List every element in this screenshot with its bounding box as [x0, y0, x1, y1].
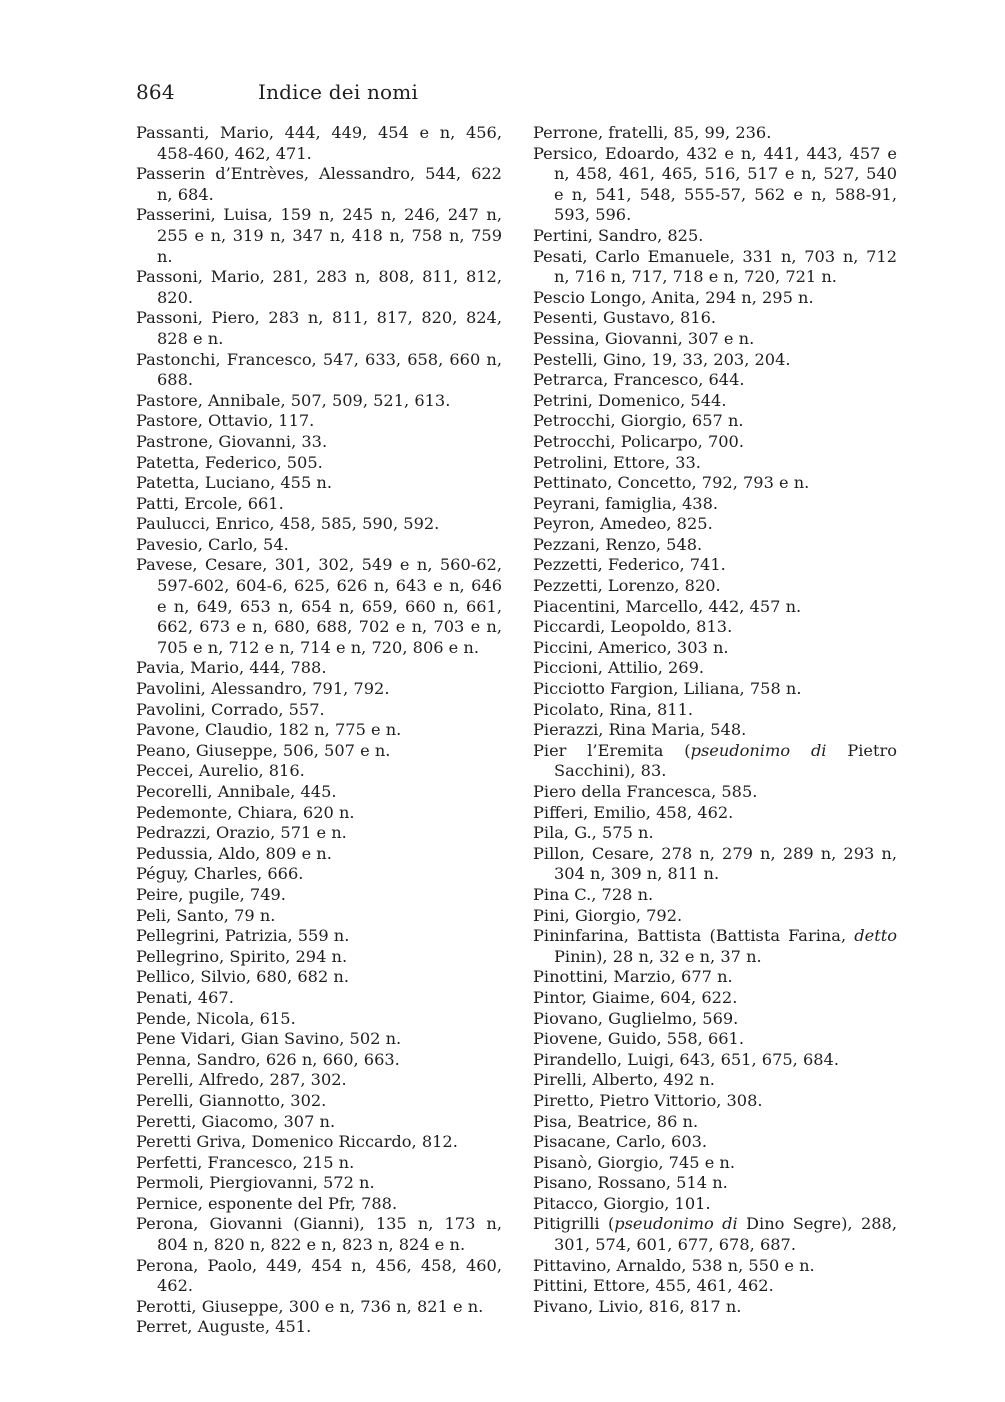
index-entry: Pezzani, Renzo, 548.	[533, 534, 703, 554]
index-entry: Peire, pugile, 749.	[136, 884, 286, 904]
running-header	[136, 80, 418, 104]
index-entry: Piovene, Guido, 558, 661.	[533, 1029, 744, 1049]
index-entry: Picolato, Rina, 811.	[533, 699, 694, 719]
index-entry: Perona, Giovanni (Gianni), 135 n, 173 n, 804 n, 820 n, 822 e n, 823 n, 824 e n.	[136, 1214, 502, 1255]
index-entry: Petrini, Domenico, 544.	[533, 390, 727, 410]
index-entry: Pifferi, Emilio, 458, 462.	[533, 802, 734, 822]
index-entry: Pitacco, Giorgio, 101.	[533, 1193, 711, 1213]
index-entry: Patetta, Luciano, 455 n.	[136, 473, 332, 493]
index-entry: Pavolini, Corrado, 557.	[136, 699, 325, 719]
index-entry: Pittini, Ettore, 455, 461, 462.	[533, 1276, 774, 1296]
index-entry: Piccioni, Attilio, 269.	[533, 658, 705, 678]
italic-phrase: detto	[854, 926, 897, 946]
index-entry: Pierazzi, Rina Maria, 548.	[533, 720, 747, 740]
index-entry: Pavesio, Carlo, 54.	[136, 534, 289, 554]
index-entry: Pirandello, Luigi, 643, 651, 675, 684.	[533, 1049, 840, 1069]
index-entry: Pittavino, Arnaldo, 538 n, 550 e n.	[533, 1255, 815, 1275]
index-entry: Petrocchi, Policarpo, 700.	[533, 431, 744, 451]
index-entry: Pertini, Sandro, 825.	[533, 225, 704, 245]
index-entry: Pavese, Cesare, 301, 302, 549 e n, 560-62, 597-602, 604-6, 625, 626 n, 643 e n, 646 e n, 649, 653 n, 654 n, 659, 660 n, 661, 662, 673 e n, 680, 688, 702 e n, 703 e n, 705 e n, 712 e n, 714 e n, 720, 806 e n.	[136, 555, 502, 657]
index-entry: Passerini, Luisa, 159 n, 245 n, 246, 247 n, 255 e n, 319 n, 347 n, 418 n, 758 n, 759 n.	[136, 205, 502, 266]
index-entry: Pavolini, Alessandro, 791, 792.	[136, 679, 390, 699]
index-entry: Pillon, Cesare, 278 n, 279 n, 289 n, 293 n, 304 n, 309 n, 811 n.	[533, 843, 897, 884]
index-entry: Picciotto Fargion, Liliana, 758 n.	[533, 679, 802, 699]
index-entry: Petrolini, Ettore, 33.	[533, 452, 701, 472]
index-entry: Pinottini, Marzio, 677 n.	[533, 967, 733, 987]
index-column-left	[136, 123, 502, 1338]
index-entry: Pirelli, Alberto, 492 n.	[533, 1070, 715, 1090]
index-entry: Pescio Longo, Anita, 294 n, 295 n.	[533, 287, 814, 307]
index-entry: Pastrone, Giovanni, 33.	[136, 431, 328, 451]
index-entry: Pessina, Giovanni, 307 e n.	[533, 328, 755, 348]
index-entry: Peccei, Aurelio, 816.	[136, 761, 305, 781]
index-entry: Pila, G., 575 n.	[533, 823, 654, 843]
index-entry: Pedemonte, Chiara, 620 n.	[136, 802, 355, 822]
index-entry: Pecorelli, Annibale, 445.	[136, 782, 337, 801]
index-entry: Peretti, Giacomo, 307 n.	[136, 1111, 336, 1131]
index-entry: Piccini, Americo, 303 n.	[533, 637, 729, 657]
index-entry: Piero della Francesca, 585.	[533, 782, 758, 801]
index-entry: Perelli, Giannotto, 302.	[136, 1090, 327, 1110]
index-entry: Patetta, Federico, 505.	[136, 452, 323, 472]
index-entry: Perret, Auguste, 451.	[136, 1317, 312, 1337]
index-entry: Pitigrilli (pseudonimo di Dino Segre), 288, 301, 574, 601, 677, 678, 687.	[533, 1214, 897, 1255]
index-entry: Pini, Giorgio, 792.	[533, 905, 683, 925]
index-entry: Pezzetti, Federico, 741.	[533, 555, 726, 575]
index-entry: Piretto, Pietro Vittorio, 308.	[533, 1090, 763, 1110]
index-entry: Penati, 467.	[136, 987, 234, 1007]
italic-phrase: pseudonimo di	[614, 1214, 738, 1234]
index-entry: Permoli, Piergiovanni, 572 n.	[136, 1173, 375, 1193]
index-entry: Piovano, Guglielmo, 569.	[533, 1008, 739, 1028]
index-entry: Patti, Ercole, 661.	[136, 493, 284, 513]
index-entry: Pellegrini, Patrizia, 559 n.	[136, 926, 350, 946]
index-entry: Pisanò, Giorgio, 745 e n.	[533, 1152, 735, 1172]
index-entry: Pisacane, Carlo, 603.	[533, 1132, 708, 1152]
index-entry: Peyrani, famiglia, 438.	[533, 493, 719, 513]
index-entry: Petrocchi, Giorgio, 657 n.	[533, 411, 744, 431]
index-entry: Perfetti, Francesco, 215 n.	[136, 1152, 355, 1172]
index-entry: Pavia, Mario, 444, 788.	[136, 658, 327, 678]
index-entry: Pier l’Eremita (pseudonimo di Pietro Sacchini), 83.	[533, 740, 897, 781]
index-entry: Pintor, Giaime, 604, 622.	[533, 987, 738, 1007]
index-entry: Peyron, Amedeo, 825.	[533, 514, 713, 534]
index-entry: Pellico, Silvio, 680, 682 n.	[136, 967, 349, 987]
index-entry: Pininfarina, Battista (Battista Farina, detto Pinin), 28 n, 32 e n, 37 n.	[533, 926, 897, 966]
index-entry: Petrarca, Francesco, 644.	[533, 370, 745, 390]
index-entry: Pettinato, Concetto, 792, 793 e n.	[533, 473, 810, 493]
index-entry: Peano, Giuseppe, 506, 507 e n.	[136, 740, 391, 760]
index-entry: Pavone, Claudio, 182 n, 775 e n.	[136, 720, 402, 740]
index-entry: Peli, Santo, 79 n.	[136, 905, 276, 925]
running-title: Indice dei nomi	[258, 80, 419, 104]
index-entry: Pastore, Annibale, 507, 509, 521, 613.	[136, 390, 451, 410]
index-entry: Passerin d’Entrèves, Alessandro, 544, 622 n, 684.	[136, 164, 502, 204]
index-entry: Perotti, Giuseppe, 300 e n, 736 n, 821 e n.	[136, 1296, 484, 1316]
index-entry: Pisano, Rossano, 514 n.	[533, 1173, 728, 1193]
page-number: 864	[136, 80, 175, 104]
index-entry: Piccardi, Leopoldo, 813.	[533, 617, 733, 637]
italic-phrase: pseudonimo di	[690, 740, 827, 760]
index-entry: Perrone, fratelli, 85, 99, 236.	[533, 123, 772, 142]
index-entry: Passanti, Mario, 444, 449, 454 e n, 456, 458-460, 462, 471.	[136, 123, 502, 163]
index-entry: Pisa, Beatrice, 86 n.	[533, 1111, 699, 1131]
index-entry: Paulucci, Enrico, 458, 585, 590, 592.	[136, 514, 440, 534]
index-entry: Pivano, Livio, 816, 817 n.	[533, 1296, 742, 1316]
index-entry: Pernice, esponente del Pfr, 788.	[136, 1193, 398, 1213]
index-entry: Passoni, Mario, 281, 283 n, 808, 811, 812, 820.	[136, 267, 502, 307]
index-entry: Pesati, Carlo Emanuele, 331 n, 703 n, 712 n, 716 n, 717, 718 e n, 720, 721 n.	[533, 246, 897, 287]
index-entry: Piacentini, Marcello, 442, 457 n.	[533, 596, 802, 616]
index-entry: Pestelli, Gino, 19, 33, 203, 204.	[533, 349, 791, 369]
index-entry: Pellegrino, Spirito, 294 n.	[136, 946, 348, 966]
index-entry: Pedrazzi, Orazio, 571 e n.	[136, 823, 347, 843]
index-entry: Pedussia, Aldo, 809 e n.	[136, 843, 332, 863]
index-entry: Pina C., 728 n.	[533, 884, 654, 904]
index-entry: Persico, Edoardo, 432 e n, 441, 443, 457 e n, 458, 461, 465, 516, 517 e n, 527, 540 e n, 541, 548, 555-57, 562 e n, 588-91, 593, 596.	[533, 143, 897, 225]
index-entry: Peretti Griva, Domenico Riccardo, 812.	[136, 1132, 458, 1152]
index-entry: Pezzetti, Lorenzo, 820.	[533, 576, 721, 596]
index-column-right	[533, 123, 897, 1317]
index-entry: Passoni, Piero, 283 n, 811, 817, 820, 824, 828 e n.	[136, 308, 502, 348]
index-entry: Pene Vidari, Gian Savino, 502 n.	[136, 1029, 402, 1049]
index-entry: Péguy, Charles, 666.	[136, 864, 304, 884]
index-entry: Pastonchi, Francesco, 547, 633, 658, 660 n, 688.	[136, 349, 502, 390]
index-entry: Perona, Paolo, 449, 454 n, 456, 458, 460, 462.	[136, 1255, 502, 1296]
index-entry: Penna, Sandro, 626 n, 660, 663.	[136, 1049, 400, 1069]
index-entry: Pesenti, Gustavo, 816.	[533, 308, 717, 328]
index-entry: Perelli, Alfredo, 287, 302.	[136, 1070, 347, 1090]
index-entry: Pende, Nicola, 615.	[136, 1008, 296, 1028]
index-entry: Pastore, Ottavio, 117.	[136, 411, 315, 431]
